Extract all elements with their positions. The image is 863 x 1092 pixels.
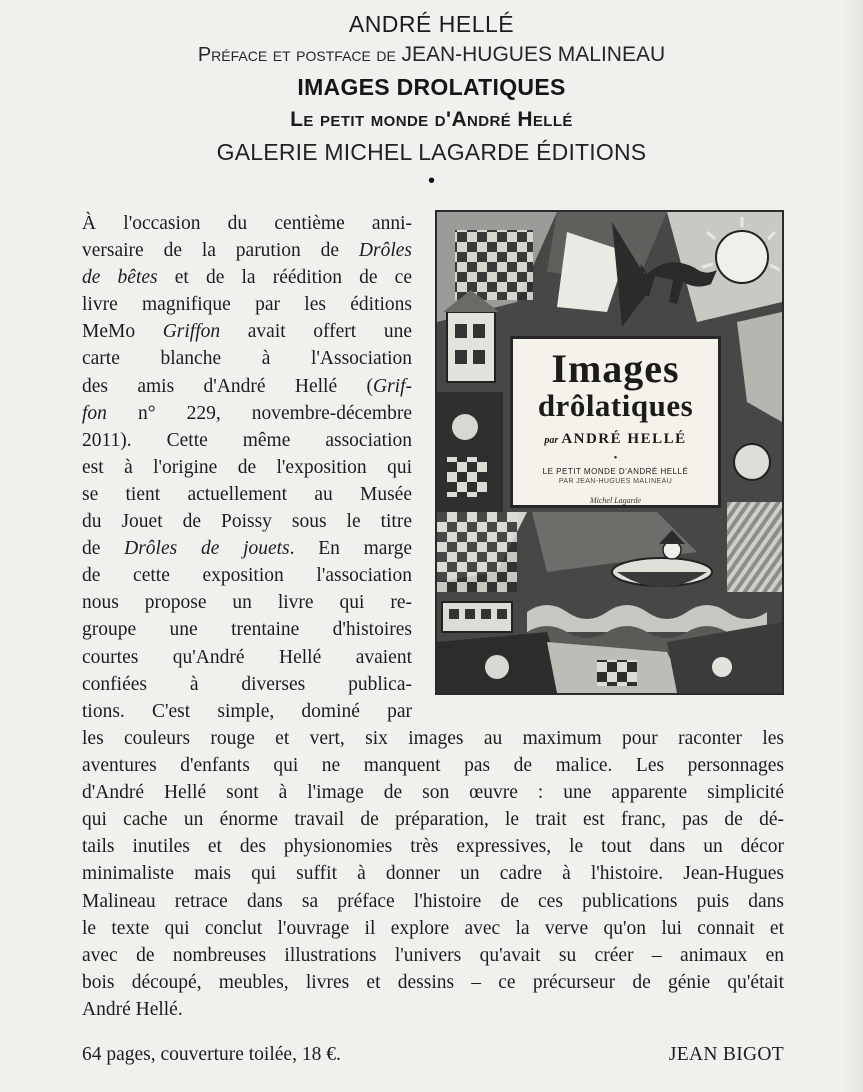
text-run: livre magnifique par les éditions (82, 294, 412, 316)
text-run: et de la réédition de ce (157, 267, 412, 289)
cover-title-panel (510, 336, 721, 508)
text-line: bois découpé, meubles, livres et dessins – ce précurseur de génie qu'était (82, 971, 784, 993)
italic-title: Griffon (162, 321, 221, 343)
text-run: nous propose un livre qui re- (82, 592, 412, 614)
text-line (82, 589, 412, 616)
text-run: À l'occasion du centième anni- (82, 213, 412, 234)
cover-dot: • (613, 453, 618, 464)
italic-title: Grif- (373, 375, 412, 397)
text-run: . En marge (289, 538, 413, 560)
text-line (82, 616, 412, 643)
text-line: qui cache un énorme travail de préparation, le trait est franc, pas de dé- (82, 809, 784, 831)
text-run: MeMo (82, 321, 163, 343)
text-line: le texte qui conclut l'ouvrage il explore avec la verve qu'on lui connait et (82, 917, 784, 939)
preface-prefix: Préface et postface de (197, 44, 396, 66)
text-run: des amis d'André Hellé ( (82, 375, 373, 397)
text-run: tions. C'est simple, dominé par (82, 700, 412, 722)
cover-subtitle-author: PAR JEAN-HUGUES MALINEAU (558, 478, 673, 485)
text-line (82, 318, 412, 345)
text-line (82, 291, 412, 318)
text-line (82, 644, 412, 671)
review-text-full-width (82, 725, 784, 1023)
text-run: courtes qu'André Hellé avaient (82, 646, 412, 668)
text-line (82, 698, 412, 725)
text-run: 2011). Cette même association (82, 429, 412, 451)
text-run: de (82, 538, 125, 560)
text-line (82, 535, 412, 562)
book-author: ANDRÉ HELLÉ (348, 11, 515, 37)
review-footer (82, 1041, 784, 1068)
text-line: minimaliste mais qui suffit à donner un cadre à l'histoire. Jean-Hugues (82, 863, 784, 885)
book-cover-image (435, 210, 784, 695)
cover-author-name: ANDRÉ HELLÉ (561, 431, 687, 447)
text-run: de cette exposition l'association (82, 565, 412, 587)
preface-credit (0, 40, 863, 70)
text-line (82, 508, 412, 535)
text-line: Malineau retrace dans sa préface l'histoire de ces publications puis dans (82, 890, 784, 912)
text-run: groupe une trentaine d'histoires (82, 619, 412, 641)
text-line: tails inutiles et des physionomies très expressives, le tout dans un décor (82, 836, 784, 858)
review-signature: JEAN BIGOT (668, 1044, 784, 1065)
text-run: du Jouet de Poissy sous le titre (82, 511, 412, 533)
text-line: les couleurs rouge et vert, six images au maximum pour raconter les (82, 728, 784, 749)
text-run: est à l'origine de l'exposition qui (82, 456, 412, 478)
text-run: versaire de la parution de (82, 240, 359, 262)
book-title: IMAGES DROLATIQUES (297, 74, 566, 100)
italic-title: Drôles de jouets (124, 538, 290, 560)
text-line (82, 264, 412, 291)
text-run: n° 229, novembre-décembre (106, 402, 412, 424)
text-line (82, 454, 412, 481)
text-line (82, 345, 412, 372)
italic-title: de bêtes (82, 267, 158, 289)
header-bullet: • (427, 170, 435, 192)
book-details: 64 pages, couverture toilée, 18 €. (82, 1044, 341, 1065)
text-line (82, 373, 412, 400)
italic-title: Drôles (358, 240, 412, 262)
text-run: avait offert une (220, 321, 412, 343)
text-line (82, 237, 412, 264)
text-run: carte blanche à l'Association (82, 348, 412, 370)
review-header (0, 8, 863, 191)
cover-title-line1: Images (551, 346, 680, 391)
text-line (82, 210, 412, 237)
cover-title-line2: drôlatiques (537, 388, 694, 423)
cover-publisher: Michel Lagarde (589, 496, 642, 505)
review-text-column (82, 210, 412, 725)
cover-author (513, 429, 718, 451)
cover-subtitle: LE PETIT MONDE D'ANDRÉ HELLÉ (542, 467, 689, 476)
text-line: aventures d'enfants qui ne manquent pas de malice. Les personnages (82, 755, 784, 777)
book-publisher: GALERIE MICHEL LAGARDE ÉDITIONS (216, 139, 647, 165)
italic-title: fon (82, 402, 107, 424)
text-line (82, 562, 412, 589)
text-run: confiées à diverses publica- (82, 673, 412, 695)
preface-author-name: JEAN-HUGUES MALINEAU (401, 43, 666, 66)
cover-author-prefix: par (544, 435, 559, 446)
text-line (82, 481, 412, 508)
text-line: André Hellé. (82, 998, 183, 1020)
text-line: avec de nombreuses illustrations l'univers qu'avait su créer – animaux en (82, 944, 784, 966)
book-subtitle: Le petit monde d'André Hellé (290, 108, 573, 131)
text-line (82, 671, 412, 698)
text-line (82, 427, 412, 454)
text-line (82, 400, 412, 427)
text-line: d'André Hellé sont à l'image de son œuvre : une apparente simplicité (82, 782, 784, 804)
text-run: se tient actuellement au Musée (82, 483, 412, 505)
